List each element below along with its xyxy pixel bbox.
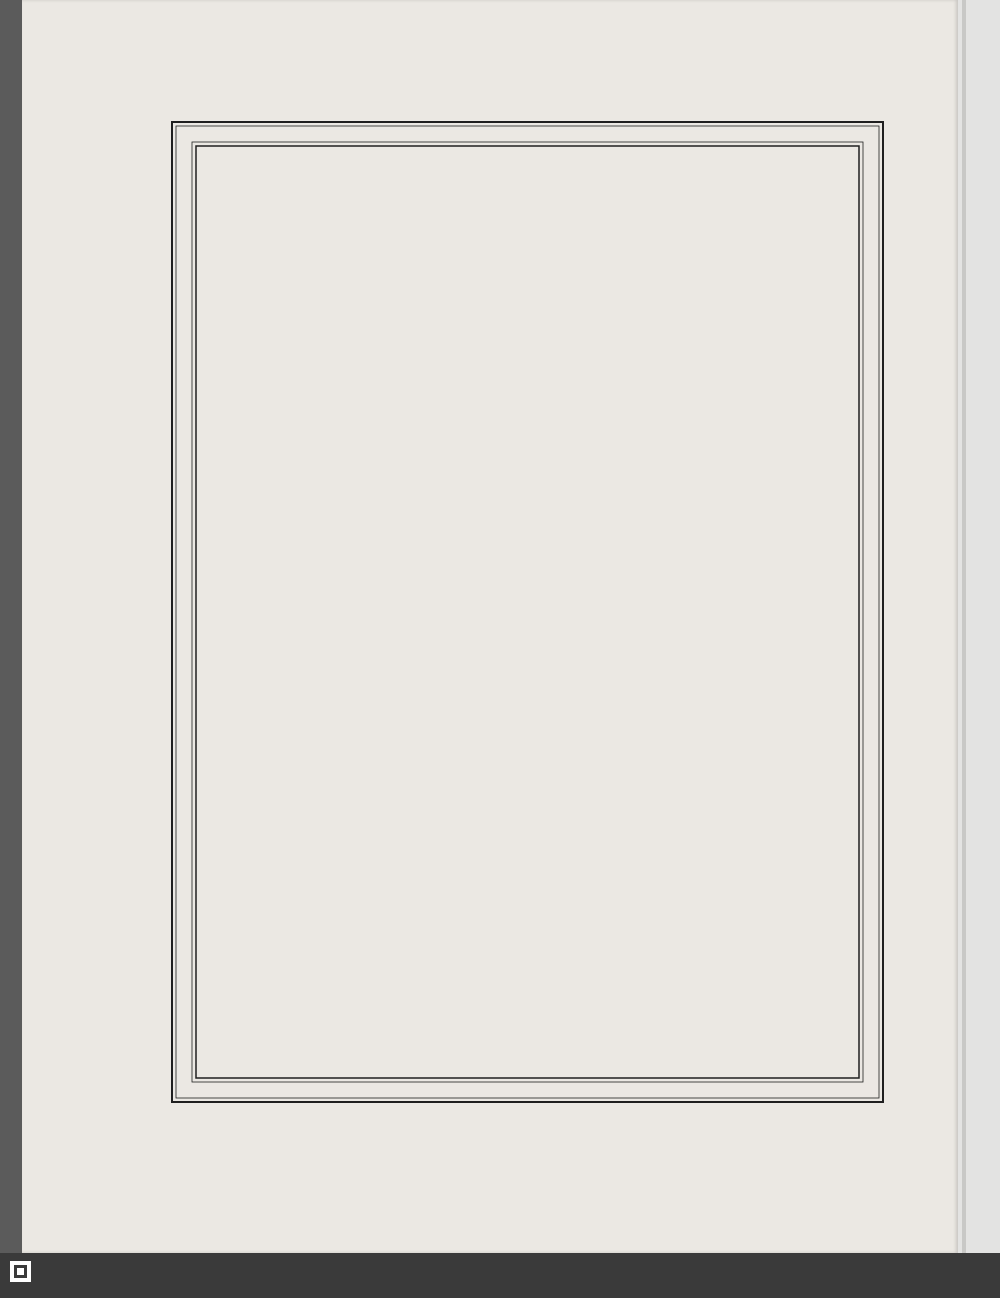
page-edge-shadow [962,0,966,1253]
ornamental-border [170,120,885,1104]
border-ornament [170,120,885,1104]
footer-bar [0,1253,1000,1298]
slub-logo-icon [10,1261,31,1282]
